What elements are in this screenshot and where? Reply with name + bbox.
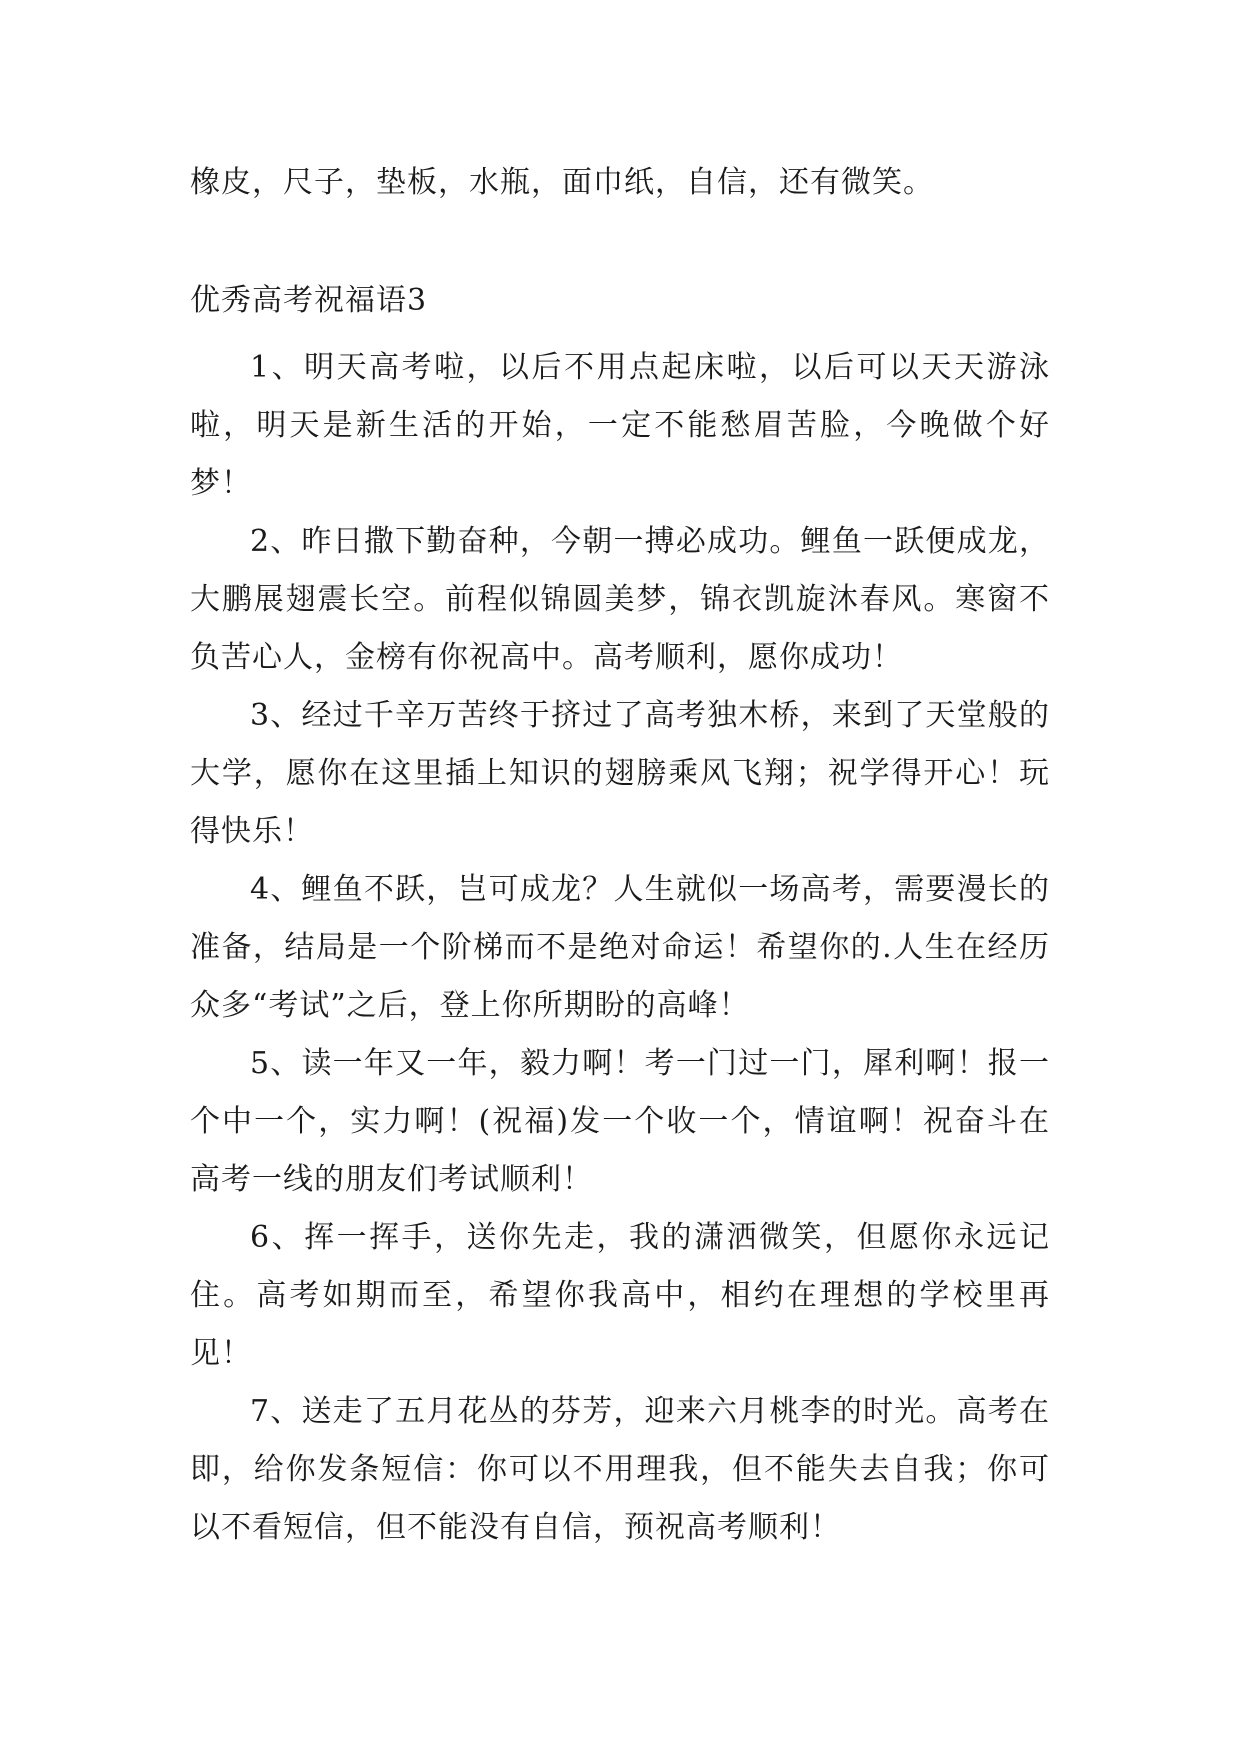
section-heading: 优秀高考祝福语3 xyxy=(190,283,428,318)
blessing-paragraph-7: 7、送走了五月花丛的芬芳，迎来六月桃李的时光。高考在即，给你发条短信：你可以不用理我，但不能失去自我；你可以不看短信，但不能没有自信，预祝高考顺利！ xyxy=(190,1394,1050,1545)
blessing-paragraph-4: 4、鲤鱼不跃，岂可成龙？人生就似一场高考，需要漫长的准备，结局是一个阶梯而不是绝对命运！希望你的.人生在经历众多“考试”之后，登上你所期盼的高峰！ xyxy=(190,872,1050,1023)
document-page xyxy=(190,0,1050,1754)
blessing-paragraph-1: 1、明天高考啦，以后不用点起床啦，以后可以天天游泳啦，明天是新生活的开始，一定不能愁眉苦脸，今晚做个好梦！ xyxy=(190,350,1050,501)
intro-line: 橡皮，尺子，垫板，水瓶，面巾纸，自信，还有微笑。 xyxy=(190,165,934,200)
blessing-paragraph-3: 3、经过千辛万苦终于挤过了高考独木桥，来到了天堂般的大学，愿你在这里插上知识的翅膀乘风飞翔；祝学得开心！玩得快乐！ xyxy=(190,698,1050,849)
blessing-list xyxy=(190,339,1050,1557)
blessing-paragraph-2: 2、昨日撒下勤奋种，今朝一搏必成功。鲤鱼一跃便成龙，大鹏展翅震长空。前程似锦圆美梦，锦衣凯旋沐春风。寒窗不负苦心人，金榜有你祝高中。高考顺利，愿你成功！ xyxy=(190,524,1050,675)
blessing-paragraph-6: 6、挥一挥手，送你先走，我的潇洒微笑，但愿你永远记住。高考如期而至，希望你我高中，相约在理想的学校里再见！ xyxy=(190,1220,1050,1371)
blessing-paragraph-5: 5、读一年又一年，毅力啊！考一门过一门，犀利啊！报一个中一个，实力啊！(祝福)发一个收一个，情谊啊！祝奋斗在高考一线的朋友们考试顺利！ xyxy=(190,1046,1050,1197)
